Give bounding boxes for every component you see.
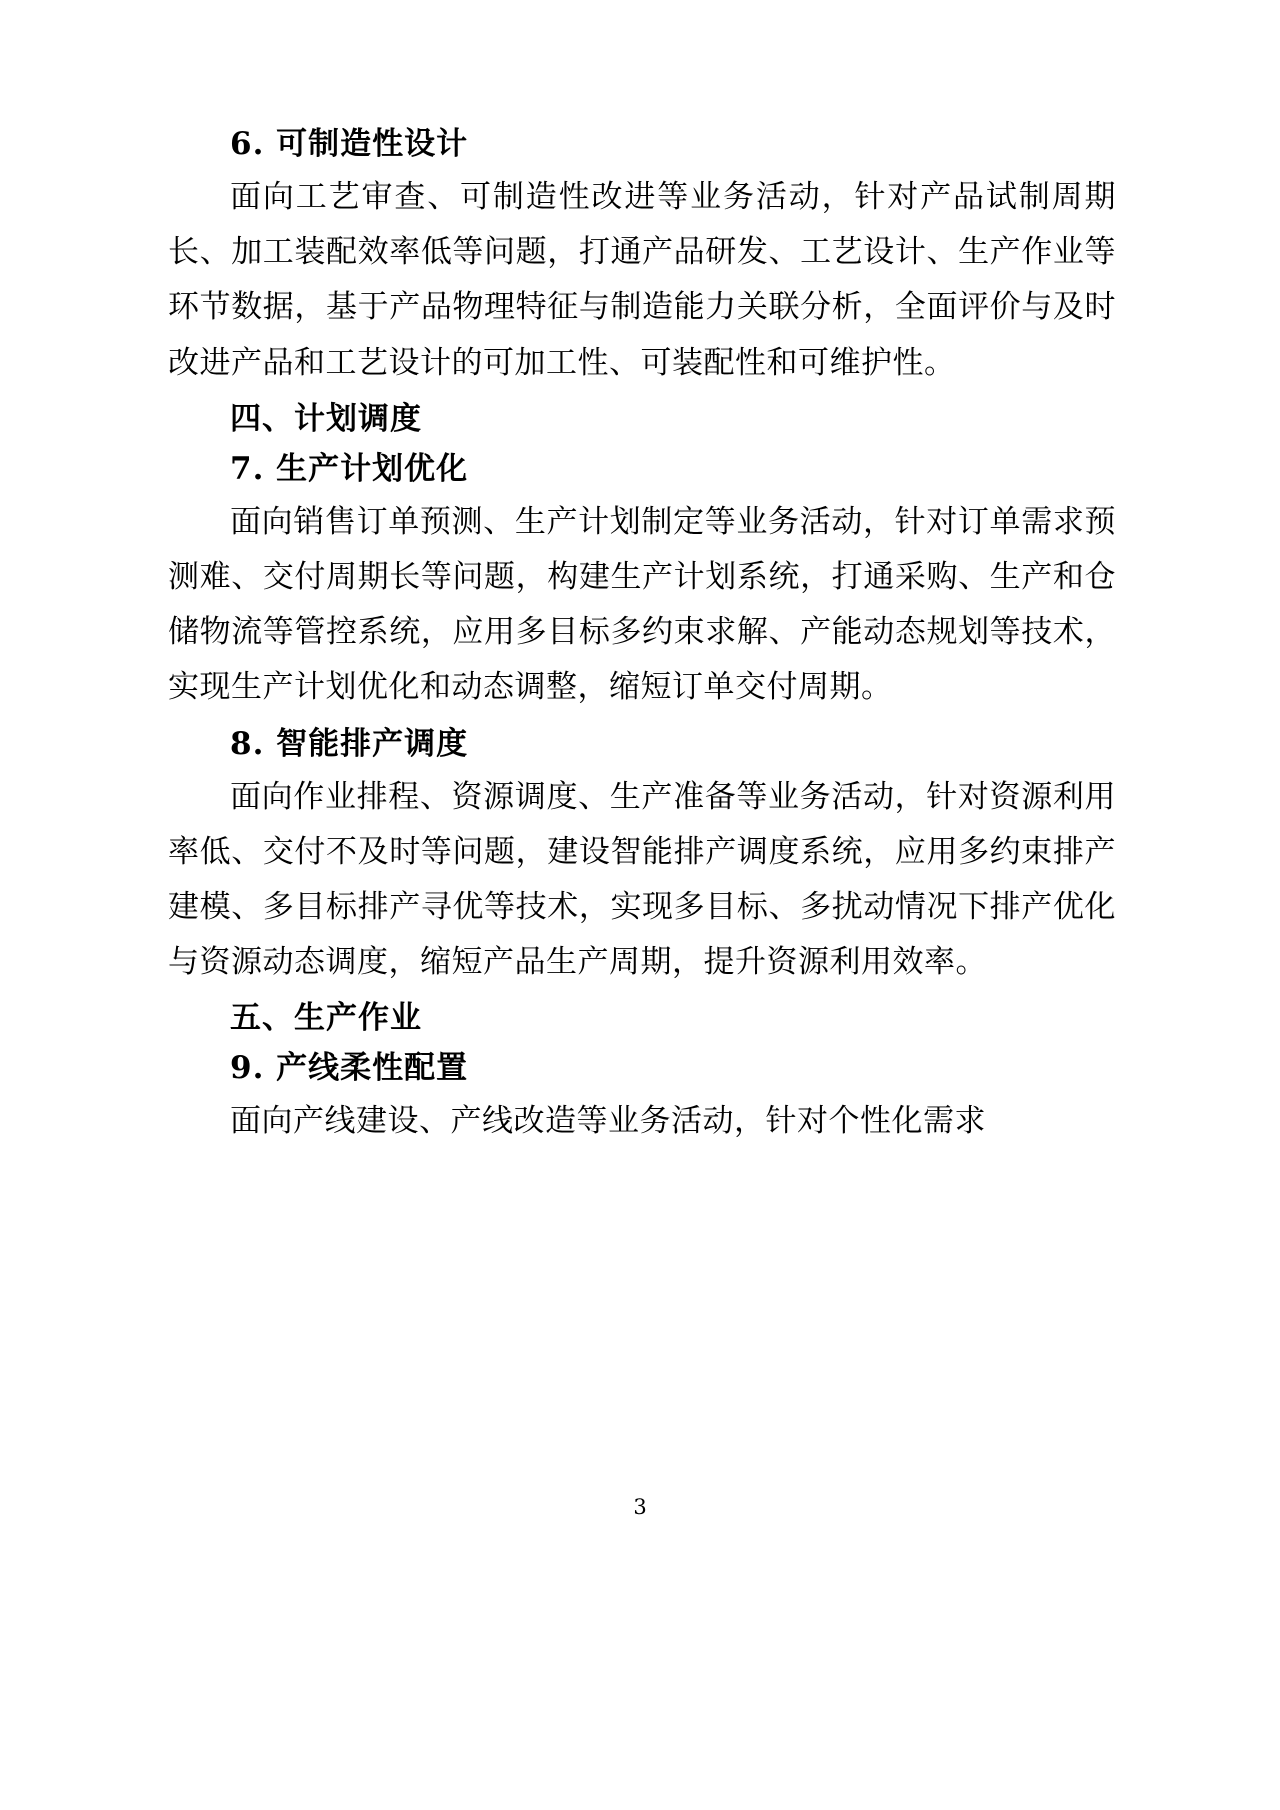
heading-section-5-production: 五、生产作业 — [230, 1000, 422, 1037]
paragraph-dfm: 面向工艺审查、可制造性改进等业务活动，针对产品试制周期长、加工装配效率低等问题，打通产品研发、工艺设计、生产作业等环节数据，基于产品物理特征与制造能力关联分析，全面评价与及时改进产品和工艺设计的可加工性、可装配性和可维护性。 — [168, 179, 1116, 381]
page-body — [168, 120, 1116, 1154]
heading-8-smart-scheduling: 8. 智能排产调度 — [230, 725, 469, 762]
heading-section-4-planning: 四、计划调度 — [230, 400, 422, 437]
heading-9-flexible-line: 9. 产线柔性配置 — [230, 1050, 469, 1087]
paragraph-production-plan: 面向销售订单预测、生产计划制定等业务活动，针对订单需求预测难、交付周期长等问题，构建生产计划系统，打通采购、生产和仓储物流等管控系统，应用多目标多约束求解、产能动态规划等技术，实现生产计划优化和动态调整，缩短订单交付周期。 — [168, 503, 1116, 706]
heading-6-dfm: 6. 可制造性设计 — [230, 126, 469, 162]
page-number: 3 — [633, 1495, 647, 1519]
heading-7-production-plan: 7. 生产计划优化 — [230, 450, 469, 487]
paragraph-smart-scheduling: 面向作业排程、资源调度、生产准备等业务活动，针对资源利用率低、交付不及时等问题，建设智能排产调度系统，应用多约束排产建模、多目标排产寻优等技术，实现多目标、多扰动情况下排产优化与资源动态调度，缩短产品生产周期，提升资源利用效率。 — [168, 778, 1116, 981]
paragraph-flexible-line: 面向产线建设、产线改造等业务活动，针对个性化需求 — [230, 1103, 986, 1140]
